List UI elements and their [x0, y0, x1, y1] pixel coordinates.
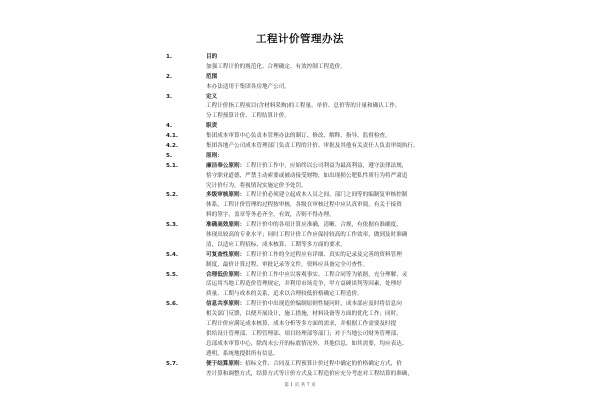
text-line: [166, 191, 466, 201]
section-number: 5.1.: [166, 162, 179, 169]
text-line: [166, 251, 466, 261]
section-number: 4.2.: [166, 143, 179, 150]
principle-label: 信息共享原则：: [206, 301, 246, 308]
body-text: 究计价行为，将视情况实施定价予处罚。: [206, 182, 307, 189]
principle-text: [206, 251, 402, 261]
principle-body: 招标文件、合同及工程预算计价过程中确定的价格确定方式，价: [245, 360, 402, 367]
body-text: 透明，系统地提供所有信息。: [206, 350, 279, 357]
text-line: [166, 162, 466, 172]
principle-label: 可复查性原则：: [206, 251, 246, 258]
principle-text: [206, 271, 407, 281]
body-text: 质量、工期与成本的关系，追求以合理较低价格确定工程造价。: [206, 291, 363, 298]
body-text: 活运用当地工程造价管理规定，并利用市场竞争，甲方益硬谈判等因素，处理好: [206, 281, 402, 288]
body-text: 集团成本审算中心负责本管理办法的制订、修改、解释、指导、监督检查。: [206, 133, 391, 140]
text-line: [166, 280, 466, 290]
body-text: 加强工程计价的规范化、合理确定、有效控制工程造价。: [206, 63, 346, 70]
principle-body: 工程计价工作中，应始终以公司利益为最高利益，遵守法律法规，: [245, 162, 408, 169]
text-line: [166, 221, 466, 231]
body-text: 工程计价指工程项目(含材料采购)的工程量、单价、总价等的计量和确认工作，: [206, 103, 401, 110]
section-number: 4.1.: [166, 133, 179, 140]
section-number: 1.: [166, 54, 173, 60]
heading-text: 范围: [206, 73, 218, 80]
text-line: [166, 360, 466, 370]
heading-text: 职责: [206, 123, 218, 130]
text-line: [166, 201, 466, 211]
body-text: 恪守职业道德，严禁主动索要或被动接受财物，如出现损公肥私性质行为将严肃追: [206, 172, 408, 179]
section-heading: [166, 53, 466, 63]
body-text: 总部成本审算中心，除尚未公开的标底情况外，其他信息，如其需要，均应表达、: [206, 340, 408, 347]
text-line: [166, 300, 466, 310]
text-line: [166, 63, 466, 73]
section-number: 5.6.: [166, 301, 179, 308]
principle-text: [206, 360, 402, 370]
body-text: 制度，最价计算过程、审批记录等文件，资料应具备完全可查性。: [206, 261, 369, 268]
section-number: 5.4.: [166, 251, 179, 258]
principle-label: 便于结算原则：: [206, 360, 246, 367]
text-line: [166, 261, 466, 271]
text-line: [166, 241, 466, 251]
section-heading: [166, 152, 466, 162]
body-text: 相关部门反馈，以便开展设计，施工措施，材料设备等方面的优化工作；同时，: [206, 311, 402, 318]
document-body: [166, 53, 466, 379]
section-number: 4.: [166, 123, 173, 130]
principle-text: [206, 221, 402, 231]
section-number: 5.2.: [166, 192, 179, 199]
principle-label: 合理低价原则：: [206, 271, 246, 278]
text-line: [166, 172, 466, 182]
page-title: 工程计价管理办法: [256, 33, 344, 45]
text-line: [166, 310, 466, 320]
text-line: [166, 142, 466, 152]
heading-text: 定义: [206, 93, 218, 100]
section-number: 5.5.: [166, 271, 179, 278]
body-text: 差计算和调整方式，结算方式等计价方式及工程造价应充分考虑对工程结算的准确，: [206, 370, 413, 377]
principle-text: [206, 162, 407, 172]
section-number: 5.7.: [166, 360, 179, 367]
principle-body: 工程计价中出现造价编制原则性疑问时，成本部应及时将信息向: [245, 301, 402, 308]
text-line: [166, 320, 466, 330]
principle-text: [206, 300, 402, 310]
principle-label: 廉洁奉公原则：: [206, 162, 246, 169]
text-line: [166, 271, 466, 281]
text-line: [166, 330, 466, 340]
text-line: [166, 231, 466, 241]
text-line: [166, 350, 466, 360]
text-line: [166, 290, 466, 300]
body-text: 集团各地产公司成本管理部门负责工程的计价、审批及其他有关责任人负责审阅执行。: [206, 143, 419, 150]
principle-body: 工程计价必须建立起成本人员之间、部门之间等的编制复审核控制: [245, 192, 408, 199]
body-text: 供给设计管理部、工程管理部、项目经理部等部门；对于当地公司财务管理部、: [206, 330, 402, 337]
text-line: [166, 112, 466, 122]
text-line: [166, 370, 466, 380]
heading-text: 原则：: [206, 152, 223, 159]
section-heading: [166, 122, 466, 132]
body-text: 清，以适应工程招标、成本核算、工期等多方面的要求。: [206, 241, 346, 248]
text-line: [166, 340, 466, 350]
section-number: 3.: [166, 93, 173, 100]
section-number: 2.: [166, 73, 173, 80]
section-heading: [166, 93, 466, 103]
section-number: 5.: [166, 152, 173, 159]
body-text: 体现出较高的专业水平；同时工程计价工作应保持较高的工作效率，做到及时准确: [206, 232, 408, 239]
section-heading: [166, 73, 466, 83]
text-line: [166, 132, 466, 142]
text-line: [166, 102, 466, 112]
principle-label: 多级审核原则：: [206, 192, 246, 199]
body-text: 本办法适用于集团各房地产公司。: [206, 83, 290, 90]
principle-text: [206, 191, 407, 201]
principle-body: 工程计价工作的全过程应有详细、真实的记录及完善的资料管理: [245, 251, 402, 258]
body-text: 料的签字，盖章等务必齐全，有效，否则不得办理。: [206, 212, 335, 219]
body-text: 分工程预算计价、工程结算计价。: [206, 113, 290, 120]
principle-label: 准确高效原则：: [206, 222, 246, 229]
heading-text: 目的: [206, 54, 218, 60]
principle-body: 工程计价中的各项计算应准确，清晰、合规，有依据有准确度，: [245, 222, 402, 229]
principle-body: 工程计价工作中应以客观事实、工程合同等为依据，充分理解，灵: [245, 271, 408, 278]
text-line: [166, 211, 466, 221]
text-line: [166, 83, 466, 93]
page-footer: 第 1 页 共 7 页: [284, 383, 316, 388]
body-text: 工程计价应满足成本核算、成本分析等多方面的需求，并根据工作需要及时提: [206, 321, 397, 328]
text-line: [166, 182, 466, 192]
body-text: 体系，工程计价管理的过程按审核，各级在审核过程中应认真审阅，有关于接资: [206, 202, 402, 209]
section-number: 5.3.: [166, 222, 179, 229]
